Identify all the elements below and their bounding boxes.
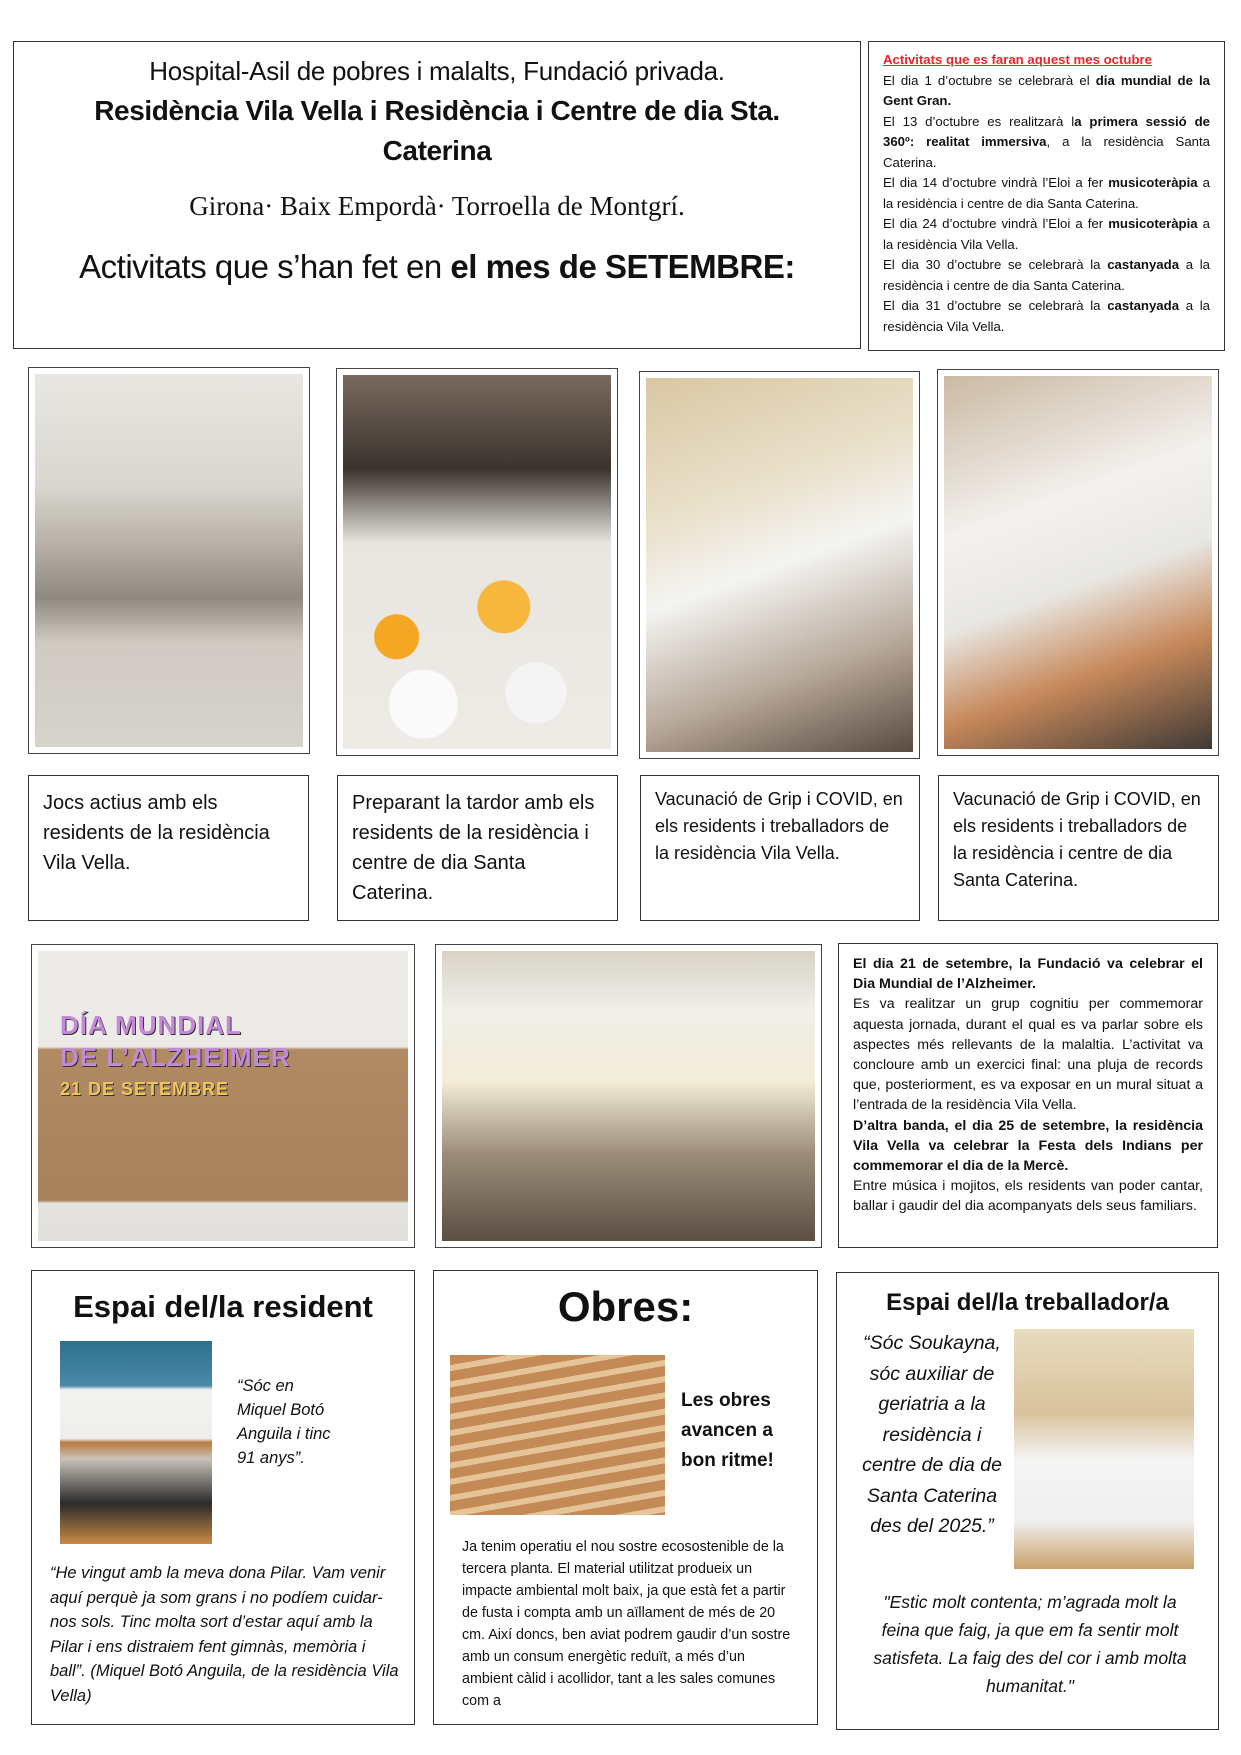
alzheimer-day-text [838, 943, 1218, 1248]
resident-intro: “Sóc en Miquel Botó Anguila i tinc 91 anys”. [237, 1377, 331, 1467]
works-section [433, 1270, 818, 1725]
alzheimer-paragraph: El dia 21 de setembre, la Fundació va celebrar el Dia Mundial de l’Alzheimer. Es va realitzar un grup cognitiu per commemorar aquesta jornada, durant el qual es va parlar sobre els aspectes més rellevants de la malaltia. L’activitat va concloure amb un exercici final: una pluja de records que, posteriorment, es va exposar en un mural situat a l’entrada de la residència Vila Vella. [853, 956, 1203, 1114]
mural-text: DÍA MUNDIAL DE L’ALZHEIMER 21 DE SETEMBRE [60, 1010, 291, 1099]
caption-autumn-crafts: Preparant la tardor amb els residents de la residència i centre de dia Santa Caterina. [337, 775, 618, 921]
photo-image [35, 374, 303, 747]
october-item: El dia 30 d’octubre se celebrarà la castanyada a la residència i centre de dia Santa Caterina. [883, 257, 1210, 293]
october-item: El dia 1 d’octubre se celebrarà el dia mundial de la Gent Gran. [883, 72, 1210, 108]
october-item: El dia 24 d’octubre vindrà l’Eloi a fer musicoteràpia a la residència Vila Vella. [883, 216, 1210, 252]
photo-autumn-crafts [336, 368, 618, 756]
photo-image [38, 951, 408, 1241]
october-activities [868, 41, 1225, 351]
indians-paragraph: D’altra banda, el dia 25 de setembre, la residència Vila Vella va celebrar la Festa dels Indians per commemorar el dia de la Mercè. Entre música i mojitos, els residents van poder cantar, ballar i gaudir del dia acompanyats dels seus familiars. [853, 1117, 1203, 1215]
worker-photo [1014, 1329, 1194, 1569]
caption-active-games: Jocs actius amb els residents de la residència Vila Vella. [28, 775, 309, 921]
worker-section [836, 1272, 1219, 1730]
residences-title: Residència Vila Vella i Residència i Centre de dia Sta. Caterina [94, 95, 780, 166]
month-heading: Activitats que s’han fet en el mes de SETEMBRE: [79, 248, 795, 285]
photo-image [944, 376, 1212, 749]
photo-vaccination-santa-caterina [937, 369, 1219, 756]
october-item: El dia 31 d’octubre se celebrarà la castanyada a la residència Vila Vella. [883, 298, 1210, 334]
foundation-name: Hospital-Asil de pobres i malalts, Fundació privada. [149, 56, 725, 86]
october-title: Activitats que es faran aquest mes octubre [883, 52, 1152, 67]
works-title: Obres: [557, 1283, 694, 1330]
resident-section [31, 1270, 415, 1725]
works-headline: Les obres avancen a bon ritme! [681, 1390, 774, 1471]
locations: Girona· Baix Empordà· Torroella de Montgrí. [189, 191, 685, 221]
works-body: Ja tenim operatiu el nou sostre ecosostenible de la tercera planta. El material utilitzat produeix un impacte ambiental molt baix, ja que està fet a partir de fusta i compta amb un aïllament de més de 20 cm. Així doncs, ben aviat podrem gaudir d’un sostre amb un consum energètic reduït, a més d’un ambient càlid i acollidor, tant a les sales comunes com a [462, 1539, 791, 1709]
photo-image [343, 375, 611, 749]
worker-quote: "Estic molt contenta; m’agrada molt la feina que faig, ja que em fa sentir molt satisfeta. La faig des del cor i amb molta humanitat." [873, 1592, 1187, 1696]
photo-vaccination-vila-vella [639, 371, 920, 759]
photo-indians-party [435, 944, 822, 1248]
roof-photo [450, 1355, 665, 1515]
worker-title: Espai del/la treballador/a [886, 1289, 1169, 1316]
caption-vaccination-vila-vella: Vacunació de Grip i COVID, en els residents i treballadors de la residència Vila Vella. [640, 775, 920, 921]
worker-intro: “Sóc Soukayna, sóc auxiliar de geriatria a la residència i centre de dia de Santa Caterina des del 2025.” [862, 1332, 1002, 1537]
photo-image [646, 378, 913, 752]
newsletter-header [13, 41, 861, 349]
resident-title: Espai del/la resident [73, 1289, 373, 1324]
resident-quote: “He vingut amb la meva dona Pilar. Vam venir aquí perquè ja som grans i no podíem cuidar-nos sols. Tinc molta sort d’estar aquí amb la Pilar i ens distraiem fent gimnàs, memòria i ball”. (Miquel Botó Anguila, de la residència Vila Vella) [50, 1564, 399, 1705]
photo-active-games [28, 367, 310, 754]
photo-image [442, 951, 815, 1241]
photo-alzheimer-mural [31, 944, 415, 1248]
resident-photo [60, 1341, 212, 1544]
october-item: El dia 14 d’octubre vindrà l’Eloi a fer musicoteràpia a la residència i centre de dia Santa Caterina. [883, 175, 1210, 211]
october-item: El 13 d’octubre es realitzarà la primera sessió de 360º: realitat immersiva, a la residència Santa Caterina. [883, 113, 1211, 170]
caption-vaccination-santa-caterina: Vacunació de Grip i COVID, en els residents i treballadors de la residència i centre de dia Santa Caterina. [938, 775, 1219, 921]
